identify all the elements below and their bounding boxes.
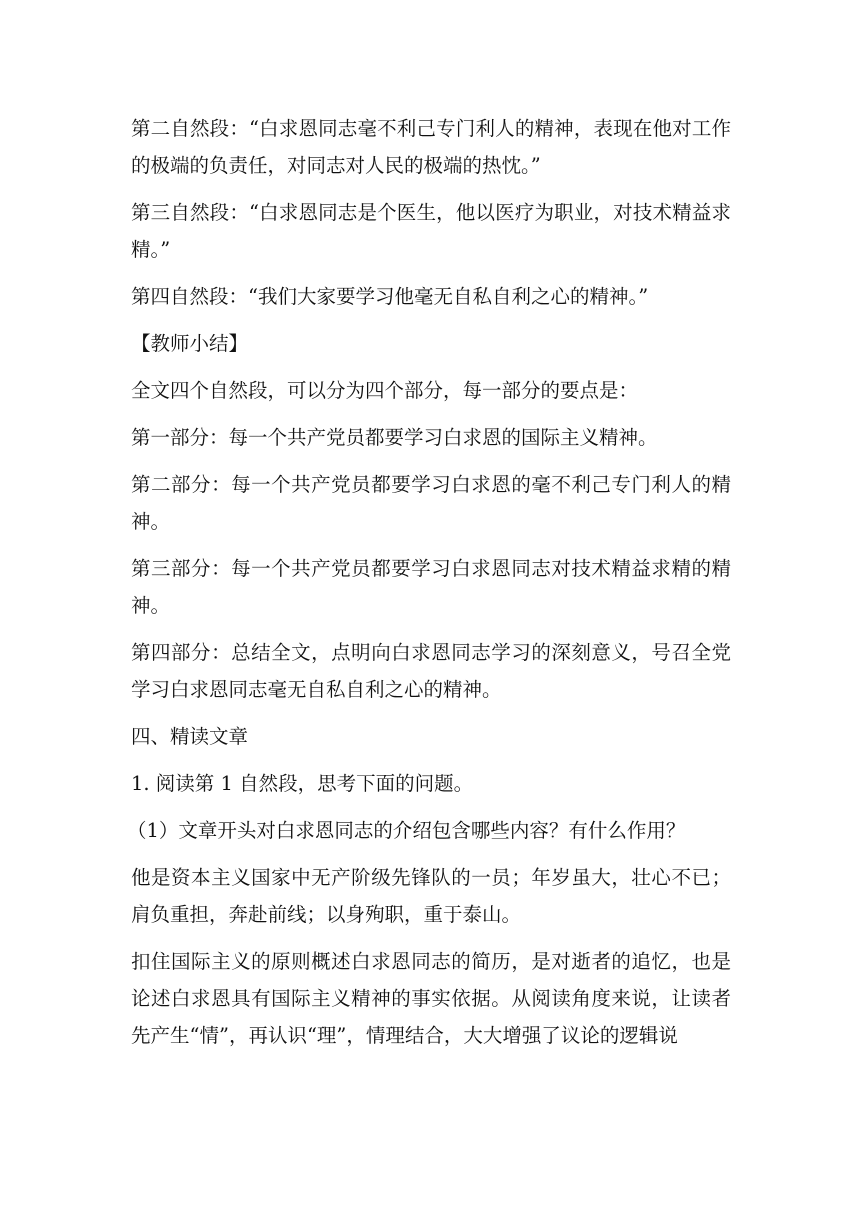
summary-intro: 全文四个自然段，可以分为四个部分，每一部分的要点是： [131,379,639,402]
part-three: 第三部分：每一个共产党员都要学习白求恩同志对技术精益求精的精神。 [131,557,731,617]
section-heading-close-reading: 四、精读文章 [131,725,249,748]
part-four: 第四部分：总结全文，点明向白求恩同志学习的深刻意义，号召全党学习白求恩同志毫无自私自利之心的精神。 [131,641,731,701]
question-1: 1. 阅读第 1 自然段，思考下面的问题。 [131,772,474,795]
paragraph-2nd-natural-section: 第二自然段：“白求恩同志毫不利己专门利人的精神，表现在他对工作的极端的负责任，对同志对人民的极端的热忱。” [131,117,731,177]
paragraph-4th-natural-section: 第四自然段：“我们大家要学习他毫无自私自利之心的精神。” [131,285,649,308]
answer-function: 扣住国际主义的原则概述白求恩同志的简历，是对逝者的追忆，也是论述白求恩具有国际主义精神的事实依据。从阅读角度来说，让读者先产生“情”，再认识“理”，情理结合，大大增强了议论的逻辑说 [131,950,731,1047]
answer-content: 他是资本主义国家中无产阶级先锋队的一员；年岁虽大，壮心不已；肩负重担，奔赴前线；以身殉职，重于泰山。 [131,866,731,926]
paragraph-3rd-natural-section: 第三自然段：“白求恩同志是个医生，他以医疗为职业，对技术精益求精。” [131,201,731,261]
part-two: 第二部分：每一个共产党员都要学习白求恩的毫不利己专门利人的精神。 [131,473,731,533]
teacher-summary-heading: 【教师小结】 [131,332,249,355]
sub-question-1: （1）文章开头对白求恩同志的介绍包含哪些内容？有什么作用？ [127,819,686,842]
part-one: 第一部分：每一个共产党员都要学习白求恩的国际主义精神。 [131,426,658,449]
document-page [127,110,731,1064]
